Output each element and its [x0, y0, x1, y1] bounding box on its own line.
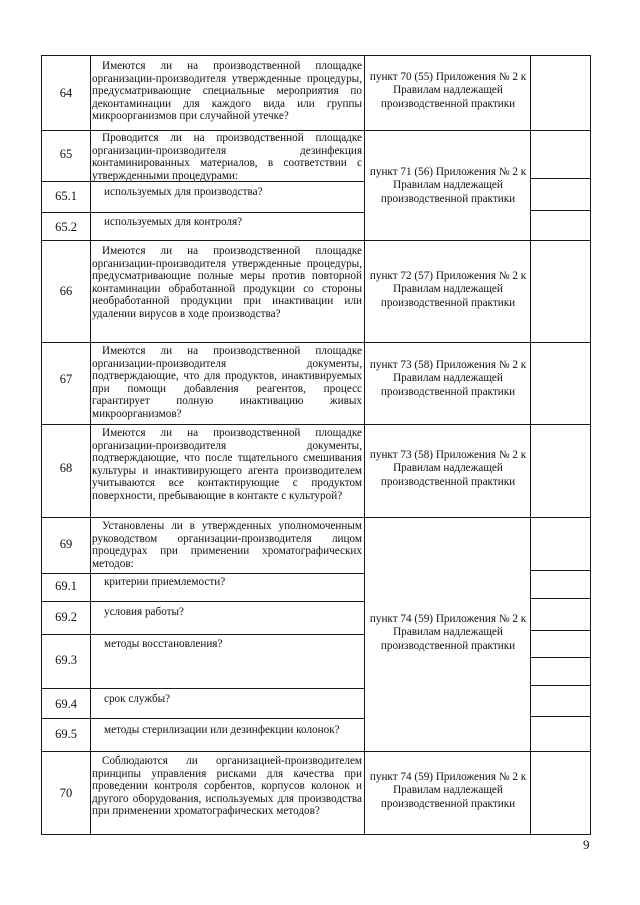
subrow-divider — [41, 573, 364, 574]
row-divider — [41, 240, 591, 241]
question-text: методы стерилизации или дезинфекции колонок? — [104, 724, 340, 736]
reference-text: пункт 70 (55) Приложения № 2 к Правилам надлежащей производственной практики — [369, 71, 527, 110]
row-number: 69 — [59, 537, 73, 551]
row-divider — [41, 517, 591, 518]
answer-cell-divider — [530, 598, 590, 599]
row-divider — [41, 342, 591, 343]
table-border-top — [41, 55, 591, 56]
question-text: критерии приемлемости? — [104, 576, 226, 588]
row-number: 69.4 — [55, 697, 77, 711]
row-number: 65.2 — [55, 220, 77, 234]
answer-cell-divider — [530, 716, 590, 717]
question-text: срок службы? — [104, 693, 171, 705]
subrow-divider — [41, 601, 364, 602]
answer-cell-divider — [530, 178, 590, 179]
reference-text: пункт 73 (58) Приложения № 2 к Правилам надлежащей производственной практики — [369, 449, 527, 488]
reference-text: пункт 72 (57) Приложения № 2 к Правилам надлежащей производственной практики — [369, 270, 527, 309]
question-text: используемых для производства? — [104, 186, 263, 198]
question-text: Имеются ли на производственной площадке организации-производителя утвержденные процедуры, предусматривающие полные меры против повторной контаминации обработанной продукции со стороны необработанной продукции при инактивации или удалении вирусов в ходе производства? — [92, 245, 362, 320]
reference-text: пункт 74 (59) Приложения № 2 к Правилам надлежащей производственной практики — [369, 613, 527, 652]
subrow-divider — [41, 688, 364, 689]
question-text: Имеются ли на производственной площадке организации-производителя документы, подтверждающие, что после тщательного смешивания культуры и инактивирующего агента производителем учитываются все контактирующие с продуктом поверхности, пребывающие в контакте с культурой? — [92, 427, 362, 502]
table-border-right — [590, 55, 591, 835]
answer-cell-divider — [530, 570, 590, 571]
row-number: 65 — [59, 147, 73, 161]
subrow-divider — [41, 634, 364, 635]
question-text: Установлены ли в утвержденных уполномоченным руководством организации-производителя лицом процедурах при применении хроматографических методов: — [92, 520, 362, 570]
subrow-divider — [41, 212, 364, 213]
question-text: условия работы? — [104, 606, 185, 618]
row-divider — [41, 130, 591, 131]
row-number: 70 — [59, 786, 73, 800]
row-number: 64 — [59, 86, 73, 100]
column-divider-question — [364, 55, 365, 835]
subrow-divider — [41, 718, 364, 719]
question-text: используемых для контроля? — [104, 216, 243, 228]
row-number: 69.3 — [55, 653, 77, 667]
question-text: Имеются ли на производственной площадке организации-производителя утвержденные процедуры, предусматривающие специальные мероприятия по деконтаминации для каждого вида или группы микроорганизмов при случайной утечке? — [92, 60, 362, 123]
question-text: Проводится ли на производственной площадке организации-производителя дезинфекция контаминированных материалов, в соответствии с утвержденными процедурами: — [92, 132, 362, 182]
answer-cell-divider — [530, 630, 590, 631]
page-number: 9 — [583, 837, 590, 852]
table-border-bottom — [41, 834, 591, 835]
reference-text: пункт 71 (56) Приложения № 2 к Правилам надлежащей производственной практики — [369, 166, 527, 205]
row-number: 69.2 — [55, 610, 77, 624]
reference-text: пункт 74 (59) Приложения № 2 к Правилам надлежащей производственной практики — [369, 771, 527, 810]
row-divider — [41, 424, 591, 425]
row-number: 65.1 — [55, 189, 77, 203]
question-text: Имеются ли на производственной площадке организации-производителя документы, подтверждающие, что для продуктов, инактивируемых при помощи добавления реагентов, процесс гарантирует полную инактивацию живых микроорганизмов? — [92, 345, 362, 420]
question-text: Соблюдаются ли организацией-производителем принципы управления рисками для качества при проведении контроля сорбентов, корпусов колонок и другого оборудования, используемых для производства при применении хроматографических методов? — [92, 755, 362, 818]
answer-cell-divider — [530, 657, 590, 658]
row-number: 69.5 — [55, 727, 77, 741]
answer-cell-divider — [530, 210, 590, 211]
row-number: 66 — [59, 284, 73, 298]
row-divider — [41, 751, 591, 752]
column-divider-reference — [530, 55, 531, 835]
question-text: методы восстановления? — [104, 638, 223, 650]
answer-cell-divider — [530, 685, 590, 686]
row-number: 67 — [59, 372, 73, 386]
reference-text: пункт 73 (58) Приложения № 2 к Правилам надлежащей производственной практики — [369, 359, 527, 398]
row-number: 68 — [59, 461, 73, 475]
row-number: 69.1 — [55, 579, 77, 593]
